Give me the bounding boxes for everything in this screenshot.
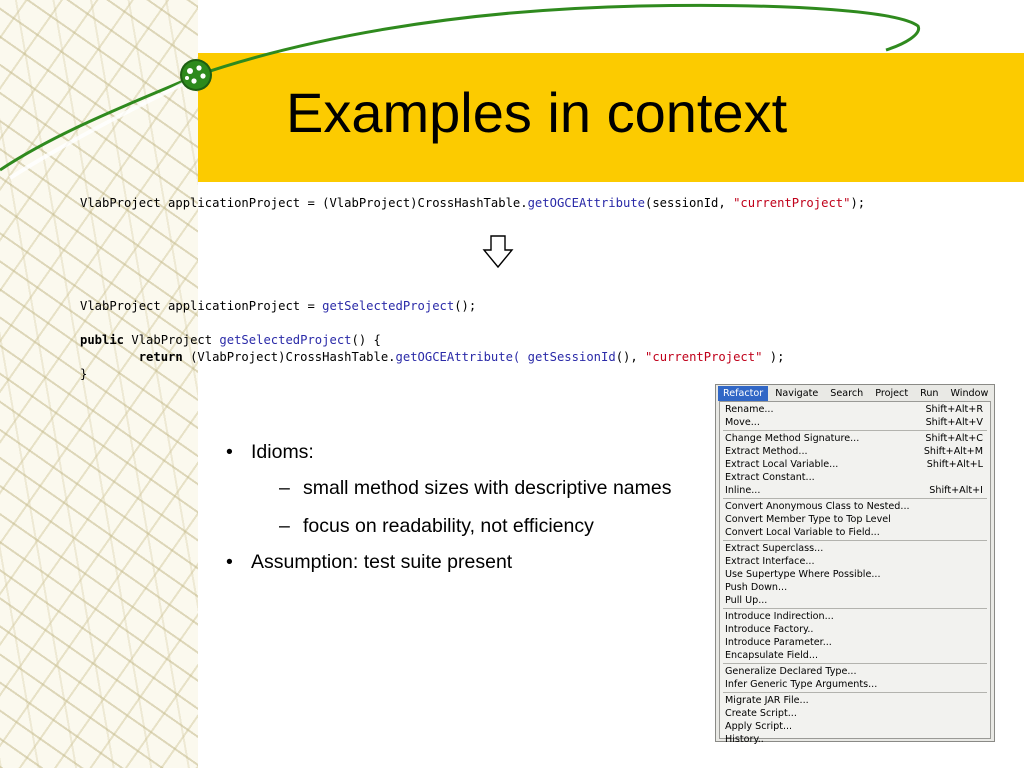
- logo-ball-icon: [180, 59, 212, 91]
- menu-item-encapsulate-field[interactable]: Encapsulate Field...: [725, 650, 819, 661]
- code-line-refactored: VlabProject applicationProject = getSelectedProject();: [80, 299, 477, 313]
- menu-item-introduce-parameter[interactable]: Introduce Parameter...: [725, 637, 832, 648]
- menu-item-extract-local-variable[interactable]: Extract Local Variable... Shift+Alt+L: [725, 459, 983, 470]
- menubar-refactor[interactable]: Refactor: [718, 386, 768, 401]
- menu-item-extract-method[interactable]: Extract Method... Shift+Alt+M: [725, 446, 983, 457]
- menu-item-extract-constant[interactable]: Extract Constant...: [725, 472, 815, 483]
- menubar-project[interactable]: Project: [875, 387, 909, 399]
- menu-item-infer-generic-type[interactable]: Infer Generic Type Arguments...: [725, 679, 878, 690]
- refactor-dropdown: [719, 401, 991, 745]
- menu-item-extract-interface[interactable]: Extract Interface...: [725, 556, 815, 567]
- menu-item-generalize-declared-type[interactable]: Generalize Declared Type...: [725, 666, 857, 677]
- menu-item-introduce-factory[interactable]: Introduce Factory..: [725, 624, 814, 635]
- menubar-navigate[interactable]: Navigate: [775, 387, 819, 399]
- menu-item-change-method-signature[interactable]: Change Method Signature... Shift+Alt+C: [725, 433, 983, 444]
- menu-item-rename[interactable]: Rename... Shift+Alt+R: [725, 404, 983, 415]
- menu-item-pull-up[interactable]: Pull Up...: [725, 595, 768, 606]
- menubar-search[interactable]: Search: [830, 387, 864, 399]
- menu-separator: [723, 498, 987, 499]
- menu-separator: [723, 540, 987, 541]
- menubar-window[interactable]: Window: [950, 387, 989, 399]
- menu-item-inline[interactable]: Inline... Shift+Alt+I: [725, 485, 983, 496]
- bullet-assumption: • Assumption: test suite present: [226, 550, 686, 574]
- menu-separator: [723, 692, 987, 693]
- sub-bullet-readability: – focus on readability, not efficiency: [226, 512, 686, 540]
- menu-separator: [723, 663, 987, 664]
- menu-item-apply-script[interactable]: Apply Script...: [725, 721, 793, 732]
- menu-item-extract-superclass[interactable]: Extract Superclass...: [725, 543, 824, 554]
- menu-item-convert-local-variable[interactable]: Convert Local Variable to Field...: [725, 527, 880, 538]
- menu-item-migrate-jar[interactable]: Migrate JAR File...: [725, 695, 809, 706]
- menu-item-use-supertype[interactable]: Use Supertype Where Possible...: [725, 569, 881, 580]
- page-title: Examples in context: [286, 81, 788, 144]
- menu-separator: [723, 430, 987, 431]
- eclipse-refactor-menu-screenshot: [715, 384, 995, 745]
- bullet-idioms: • Idioms:: [226, 440, 686, 464]
- menu-item-convert-member-type[interactable]: Convert Member Type to Top Level: [725, 514, 891, 525]
- menu-item-history[interactable]: History..: [725, 734, 764, 745]
- down-outline-arrow-icon: [482, 234, 514, 270]
- swoosh-highlight: [10, 78, 195, 178]
- menu-item-introduce-indirection[interactable]: Introduce Indirection...: [725, 611, 834, 622]
- code-method-declaration: public VlabProject getSelectedProject() { return (VlabProject)CrossHashTable.getOGCEAttribute( getSessionId(), "currentProject" ); }: [80, 333, 785, 381]
- menubar-run[interactable]: Run: [920, 387, 939, 399]
- menu-item-create-script[interactable]: Create Script...: [725, 708, 797, 719]
- menu-item-push-down[interactable]: Push Down...: [725, 582, 788, 593]
- menu-item-convert-anonymous-class[interactable]: Convert Anonymous Class to Nested...: [725, 501, 910, 512]
- menu-separator: [723, 608, 987, 609]
- sub-bullet-method-sizes: – small method sizes with descriptive names: [226, 474, 686, 502]
- code-line-original: VlabProject applicationProject = (VlabProject)CrossHashTable.getOGCEAttribute(sessionId, "currentProject");: [80, 196, 866, 210]
- menu-item-move[interactable]: Move... Shift+Alt+V: [725, 417, 983, 428]
- menubar: [716, 385, 994, 401]
- bullet-list: [226, 440, 686, 584]
